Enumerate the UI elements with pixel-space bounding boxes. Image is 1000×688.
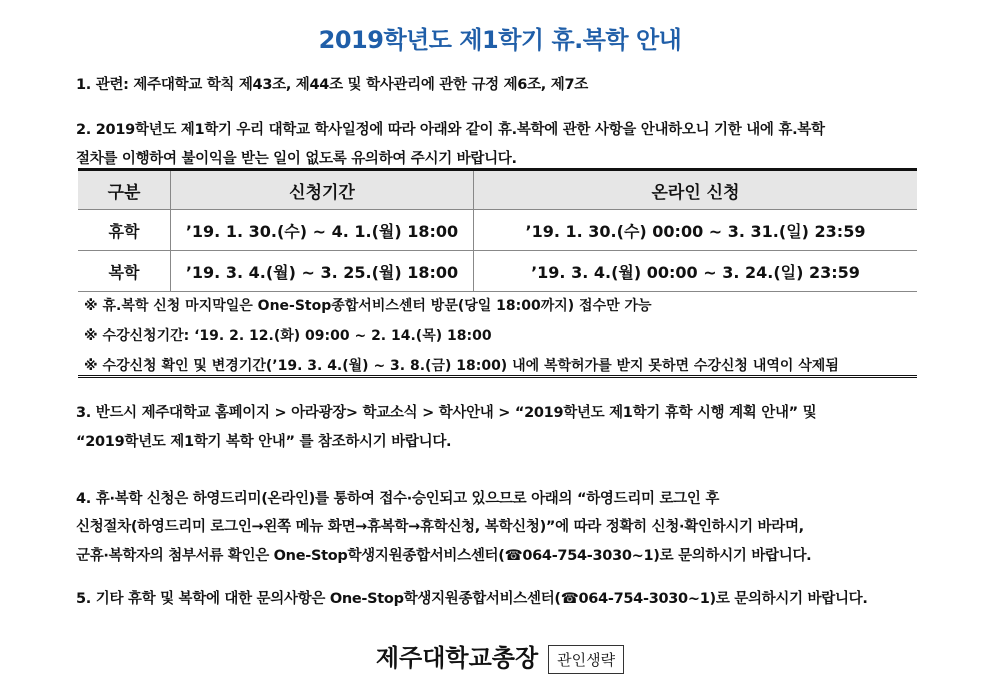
schedule-table: [78, 168, 917, 292]
note: ※ 휴.복학 신청 마지막일은 One-Stop종합서비스센터 방문(당일 18:00까지) 접수만 가능: [84, 298, 652, 314]
item-2-line-1: 2. 2019학년도 제1학기 우리 대학교 학사일정에 따라 아래와 같이 휴.복학에 관한 사항을 안내하오니 기한 내에 휴.복학: [76, 122, 825, 138]
row-category: 휴학: [78, 210, 171, 251]
notes-box: [78, 287, 917, 378]
header-category: 구분: [78, 171, 171, 210]
row-period: ’19. 3. 4.(월) ~ 3. 25.(월) 18:00: [171, 251, 474, 292]
row-period: ’19. 1. 30.(수) ~ 4. 1.(월) 18:00: [171, 210, 474, 251]
item-3-line-1: 3. 반드시 제주대학교 홈페이지 > 아라광장> 학교소식 > 학사안내 > “2019학년도 제1학기 휴학 시행 계획 안내” 및: [76, 405, 817, 421]
item-4-line-3: 군휴·복학자의 첨부서류 확인은 One-Stop학생지원종합서비스센터(☎064-754-3030~1)로 문의하시기 바랍니다.: [76, 548, 812, 564]
signer: 제주대학교총장: [375, 644, 539, 672]
item-5: 5. 기타 휴학 및 복학에 대한 문의사항은 One-Stop학생지원종합서비스센터(☎064-754-3030~1)로 문의하시기 바랍니다.: [76, 591, 868, 607]
table-header-row: [78, 171, 917, 210]
item-4-line-1: 4. 휴·복학 신청은 하영드리미(온라인)를 통하여 접수·승인되고 있으므로 아래의 “하영드리미 로그인 후: [76, 491, 720, 507]
table-row: [78, 210, 917, 251]
item-3-line-2: “2019학년도 제1학기 복학 안내” 를 참조하시기 바랍니다.: [76, 434, 452, 450]
row-category: 복학: [78, 251, 171, 292]
seal-omitted-box: 관인생략: [548, 645, 624, 674]
table-row: [78, 251, 917, 292]
item-4-line-2: 신청절차(하영드리미 로그인→왼쪽 메뉴 화면→휴복학→휴학신청, 복학신청)”에 따라 정확히 신청·확인하시기 바라며,: [76, 519, 804, 535]
item-2-line-2: 절차를 이행하여 불이익을 받는 일이 없도록 유의하여 주시기 바랍니다.: [76, 151, 517, 167]
footer: [0, 638, 1000, 674]
row-online: ’19. 1. 30.(수) 00:00 ~ 3. 31.(일) 23:59: [474, 210, 918, 251]
page-title: 2019학년도 제1학기 휴.복학 안내: [318, 26, 682, 54]
note: ※ 수강신청기간: ‘19. 2. 12.(화) 09:00 ~ 2. 14.(목) 18:00: [84, 328, 492, 344]
row-online: ’19. 3. 4.(월) 00:00 ~ 3. 24.(일) 23:59: [474, 251, 918, 292]
item-1: 1. 관련: 제주대학교 학칙 제43조, 제44조 및 학사관리에 관한 규정 제6조, 제7조: [76, 77, 588, 93]
header-period: 신청기간: [171, 171, 474, 210]
header-online: 온라인 신청: [474, 171, 918, 210]
note: ※ 수강신청 확인 및 변경기간(’19. 3. 4.(월) ~ 3. 8.(금) 18:00) 내에 복학허가를 받지 못하면 수강신청 내역이 삭제됨: [84, 355, 839, 376]
